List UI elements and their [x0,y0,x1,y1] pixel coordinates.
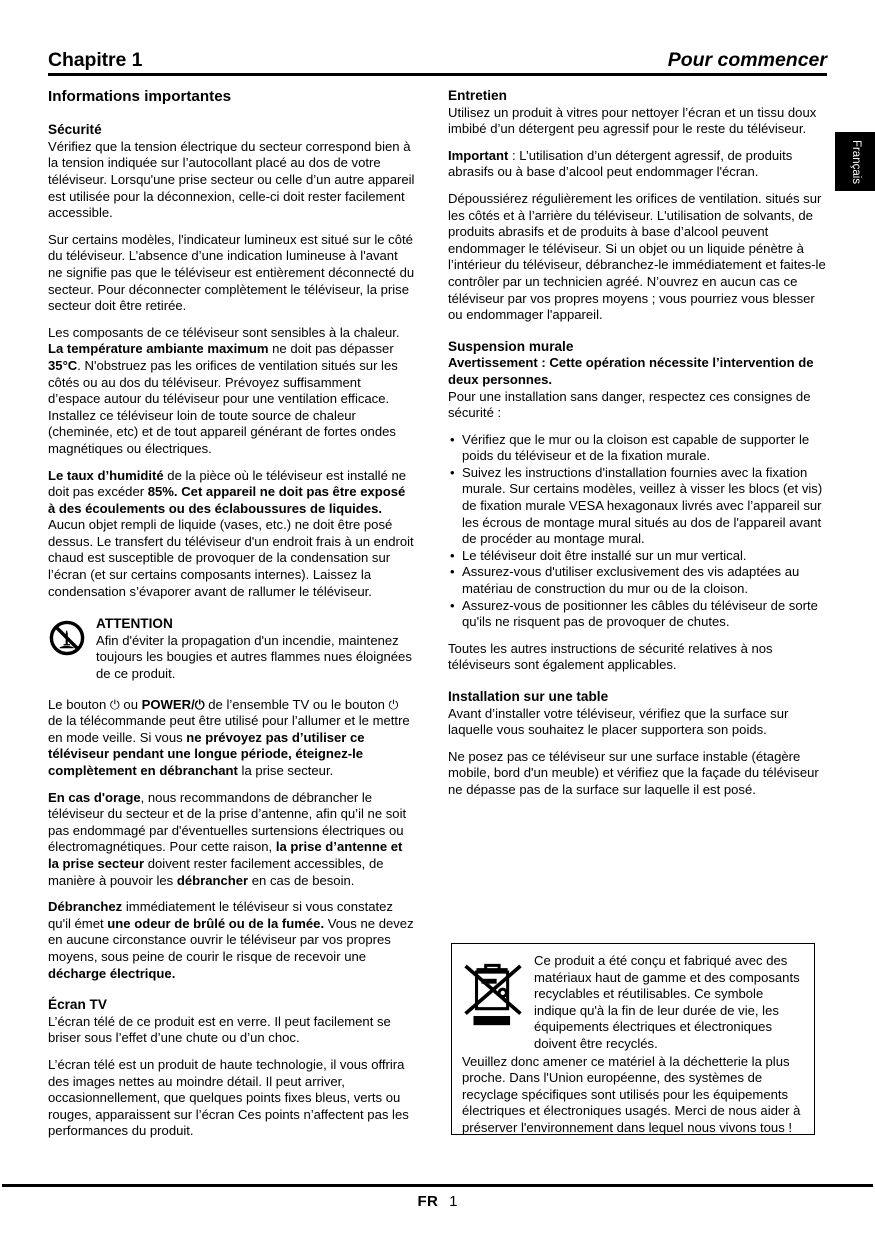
text-run-bold: ne prévoyez pas d’utiliser ce téléviseur pendant une longue période, éteignez-le complètement en débranchant [48,729,365,779]
power-paragraph-2 [48,790,415,890]
text-run: de la télécommande peut être utilisé pour l’allumer et le mettre en mode veille. Si vous [48,713,410,745]
attention-heading: ATTENTION [96,616,173,632]
footer-page-number: 1 [449,1193,458,1210]
attention-text: Afin d'éviter la propagation d'un incendie, maintenez toujours les bougies et autres flammes nues éloignées de ce produit. [96,632,412,682]
text-run: immédiatement le téléviseur si vous constatez qu'il émet [48,899,393,931]
heading-suspension-murale: Suspension murale [448,338,574,354]
power-symbol-icon: ⏻ [388,696,399,712]
table-install-paragraph-1: Avant d’installer votre téléviseur, vérifiez que la surface sur laquelle vous souhaitez le placer supportera son poids. [448,705,789,738]
page-footer [0,1194,875,1211]
heading-ecran-tv: Écran TV [48,997,107,1013]
section-title: Pour commencer [667,48,827,71]
power-symbol-icon: ⏻ [109,696,120,712]
text-run-bold: 85%. Cet appareil ne doit pas être exposé à des écoulements ou des éclaboussures de liquides. [48,484,406,516]
text-run: . N'obstruez pas les orifices de ventilation situés sur les côtés ou au dos du téléviseur. Prévoyez suffisamment d’espace autour du téléviseur pour une ventilation efficace. Installez ce téléviseur loin de toute source de chaleur (cheminée, etc) et de tout appareil générant de fortes ondes magnétiques ou électriques. [48,357,398,456]
text-run-bold: une odeur de brûlé ou de la fumée. [107,915,325,931]
text-run: , nous recommandons de débrancher le téléviseur du secteur et de la prise d’antenne, afin qu’il ne soit pas endommagé par d'éventuelles surtensions électriques ou électromagnétiques. Pour cette raison, [48,789,407,855]
text-run: Les composants de ce téléviseur sont sensibles à la chaleur. [48,324,400,340]
left-column-title: Informations importantes [48,88,232,105]
securite-paragraph-4 [48,468,415,601]
header-divider [48,73,827,76]
text-run: Le bouton [48,696,110,712]
text-run: la prise secteur. [237,763,334,779]
entretien-paragraph-1: Utilisez un produit à vitres pour nettoyer l’écran et un tissu doux imbibé d’un détergent peu agressif pour le reste du téléviseur. [448,104,817,137]
text-run-bold: POWER/ [141,696,195,712]
securite-paragraph-3 [48,325,415,458]
power-paragraph-1 [48,697,415,780]
text-run: : L’utilisation d’un détergent agressif, de produits abrasifs ou à base d’alcool peut endommager l'écran. [448,147,793,180]
page-header [48,38,827,70]
text-run: Aucun objet rempli de liquide (vases, etc.) ne doit être posé dessus. Le transfert du téléviseur d'un endroit frais à un endroit chaud est susceptible de provoquer de la condensation sur l’écran (et sur certains composants internes). Laissez la condensation s’évaporer avant de rallumer le téléviseur. [48,517,414,599]
list-item: • Le téléviseur doit être installé sur un mur vertical. [448,548,826,565]
attention-body [96,616,415,682]
list-item: • Suivez les instructions d'installation fournies avec la fixation murale. Sur certains modèles, veillez à visser les blocs (et vis) de fixation murale VESA hexagonaux livrés avec l’appareil sur les écrous de montage mural situés au dos de l'appareil avant de procéder au montage mural. [448,465,826,548]
text-run-bold: décharge électrique. [48,965,176,981]
text-run: Vous ne devez en aucune circonstance ouvrir le téléviseur par vos propres moyens, sous peine de courir le risque de recevoir une [48,915,414,964]
no-candle-icon [48,616,96,662]
wall-mount-closing: Toutes les autres instructions de sécurité relatives à nos téléviseurs sont également applicables. [448,640,773,673]
text-run: doivent rester facilement accessibles, de manière à pouvoir les [48,855,384,888]
entretien-paragraph-2 [448,148,826,181]
text-run: ou [119,696,142,712]
left-column [48,88,415,1140]
right-column [448,88,826,799]
footer-locale-code: FR [417,1193,439,1210]
language-tab [835,132,875,191]
text-run-bold: La température ambiante maximum [48,341,269,357]
heading-installation-table: Installation sur une table [448,689,609,704]
securite-paragraph-1: Vérifiez que la tension électrique du secteur correspond bien à la tension indiquée sur l’autocollant placé au dos de votre téléviseur. Lorsqu'une prise secteur ou celle d’un autre appareil est utilisée pour la déconnexion, celle-ci doit rester facilement accessible. [48,138,415,221]
chapter-title: Chapitre 1 [48,48,143,71]
power-paragraph-3 [48,899,415,982]
recycling-notice-box [451,943,815,1135]
text-run-bold: Important [448,147,509,163]
text-run-bold: En cas d'orage [48,789,141,805]
heading-securite: Sécurité [48,122,102,138]
recycling-top-text: Ce produit a été conçu et fabriqué avec des matériaux haut de gamme et des composants recyclables et réutilisables. Ce symbole indique qu'à la fin de leur durée de vie, les équipements électriques et électroniques doivent être recyclés. [534,953,800,1051]
text-run: de la pièce où le téléviseur est installé ne doit pas excéder [48,467,407,500]
entretien-paragraph-3: Dépoussiérez régulièrement les orifices de ventilation. situés sur les côtés et à l’arrière du téléviseur. L'utilisation de solvants, de produits abrasifs et de produits à base d’alcool peuvent endommager le téléviseur. Si un objet ou un liquide pénètre à l’intérieur du téléviseur, débranchez-le immédiatement et faites-le contrôler par un technicien agréé. N’ouvrez en aucun cas ce téléviseur par vos propres moyens ; vous pourriez vous blesser ou endommager l'appareil. [448,190,826,323]
recycling-top [462,953,804,1053]
wall-mount-bullet-list [448,432,826,631]
wall-mount-intro: Pour une installation sans danger, respectez ces consignes de sécurité : [448,388,811,421]
wall-mount-warning [448,355,826,388]
footer-divider [2,1184,873,1187]
text-run-bold: Avertissement : Cette opération nécessite l’intervention de deux personnes. [448,355,814,387]
text-run: en cas de besoin. [248,872,355,888]
text-run-bold: débrancher [176,872,249,888]
text-run: ne doit pas dépasser [268,341,394,357]
text-run-bold: Le taux d’humidité [48,467,164,483]
text-run-bold: 35°C [48,357,78,373]
text-run: de l’ensemble TV ou le bouton [204,696,389,712]
recycling-bottom-text: Veuillez donc amener ce matériel à la déchetterie la plus proche. Dans l'Union européenne, des systèmes de recyclage spécifiques sont utilisés pour les équipements électriques et électroniques usagés. Merci de nous aider à préserver l'environnement dans lequel nous vivons tous ! [462,1053,801,1135]
ecran-paragraph-2: L’écran télé est un produit de haute technologie, il vous offrira des images nettes au moindre détail. Il peut arriver, occasionnellement, que quelques points fixes bleus, verts ou rouges, apparaissent sur l’écran Ces points n’affectent pas les performances du produit. [48,1056,409,1139]
power-symbol-icon: ⏻ [194,696,205,712]
language-tab-label: Français [849,139,862,184]
crossed-out-wheelie-bin-icon [462,953,534,1032]
heading-entretien: Entretien [448,88,507,103]
list-item: • Vérifiez que le mur ou la cloison est capable de supporter le poids du téléviseur et de la fixation murale. [448,432,826,465]
attention-callout [48,616,415,682]
text-run-bold: Débranchez [48,899,123,915]
table-install-paragraph-2: Ne posez pas ce téléviseur sur une surface instable (étagère mobile, bord d'un meuble) et vérifiez que la façade du téléviseur ne dépasse pas de la surface sur laquelle il est posé. [448,748,819,797]
securite-paragraph-2: Sur certains modèles, l'indicateur lumineux est situé sur le côté du téléviseur. L’absence d’une indication lumineuse à l'avant ne signifie pas que le téléviseur est entièrement déconnecté du secteur. Pour déconnecter complètement le téléviseur, la prise secteur doit être retirée. [48,231,415,314]
list-item: • Assurez-vous d'utiliser exclusivement des vis adaptées au matériau de construction du mur ou de la cloison. [448,564,826,597]
ecran-paragraph-1: L’écran télé de ce produit est en verre. Il peut facilement se briser sous l’effet d’une chute ou d’un choc. [48,1013,391,1046]
text-run-bold: la prise d’antenne et la prise secteur [48,839,403,871]
list-item: • Assurez-vous de positionner les câbles du téléviseur de sorte qu'ils ne risquent pas de provoquer de chutes. [448,598,826,631]
